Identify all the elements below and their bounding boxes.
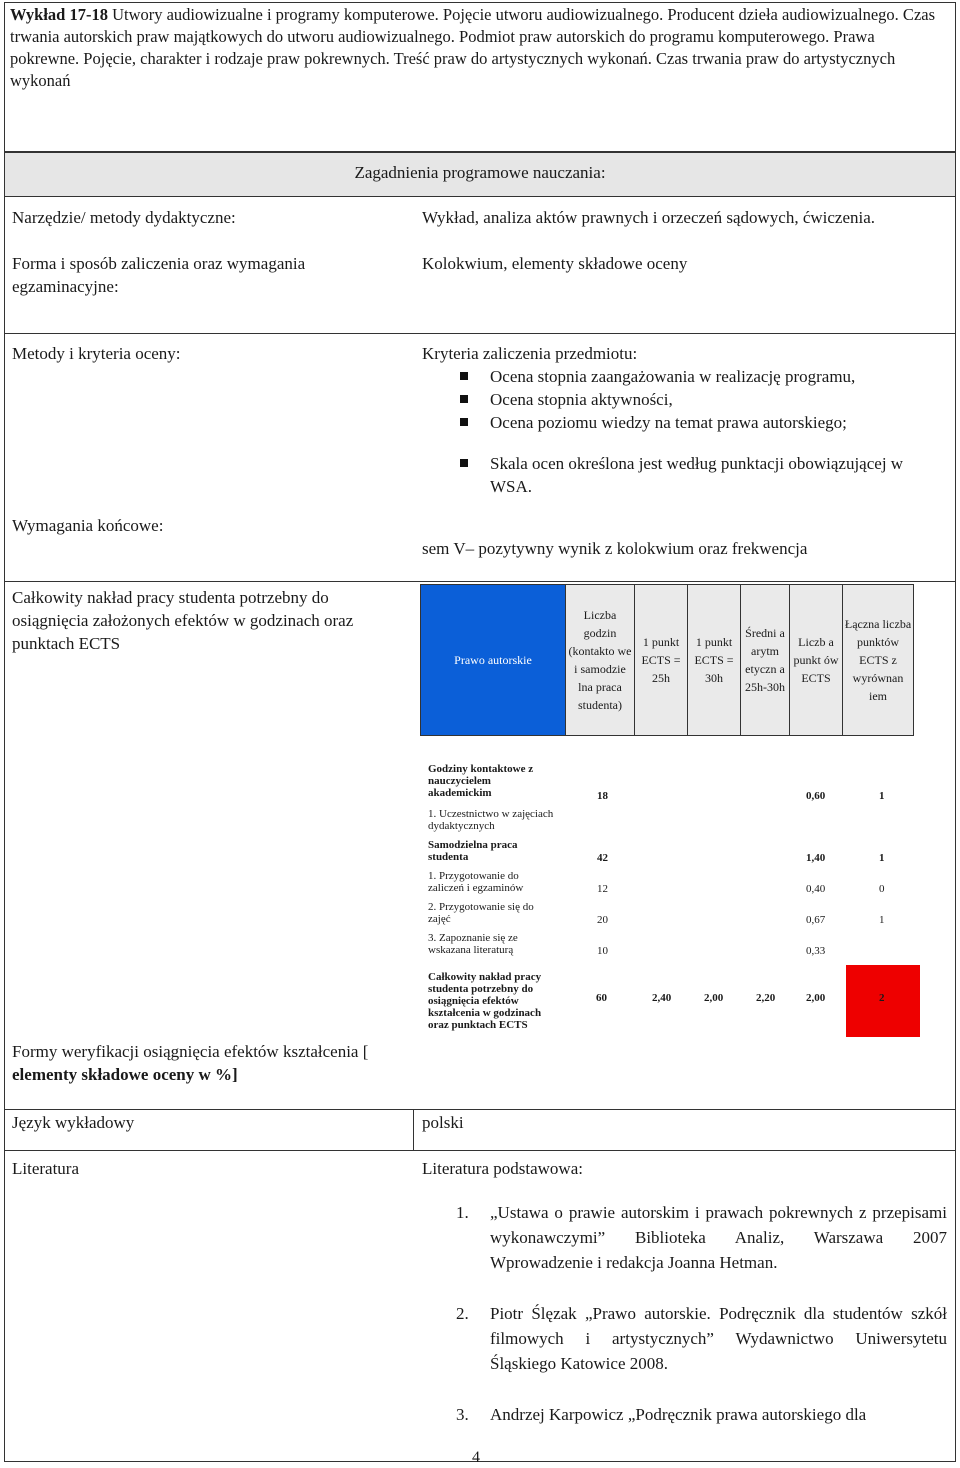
literature-text: Piotr Ślęzak „Prawo autorskie. Podręcznik dla studentów szkół filmowych i artystycznych” Wydawnictwo Uniwersytetu Śląskiego Katowice 2008. xyxy=(490,1304,947,1373)
ects-header-table xyxy=(420,584,914,736)
ects-total-label: Całkowity nakład pracy studenta potrzebny do osiągnięcia efektów kształcenia w godzinach oraz punktach ECTS xyxy=(428,971,542,1031)
literature-list xyxy=(422,1200,947,1453)
column-divider xyxy=(413,1109,414,1150)
ects-total-value: 2,20 xyxy=(756,992,776,1004)
ects-total-value: 2,00 xyxy=(806,992,826,1004)
language-value: polski xyxy=(422,1113,464,1132)
methods-label: Metody i kryteria oceny: xyxy=(12,344,181,363)
literature-title: Literatura podstawowa: xyxy=(422,1159,583,1178)
final-label: Wymagania końcowe: xyxy=(12,516,164,535)
verification-label-bold: elementy składowe oceny w %] xyxy=(12,1065,238,1084)
ects-row-total: 1 xyxy=(879,914,885,926)
literature-item xyxy=(422,1200,947,1275)
ects-row-hours: 18 xyxy=(597,790,608,802)
row-divider xyxy=(4,333,956,334)
ects-col-head: Liczba godzin (kontakto we i samodzie lna praca studenta) xyxy=(566,585,635,736)
criteria-block xyxy=(422,342,942,498)
literature-text: „Ustawa o prawie autorskim i prawach pokrewnych z przepisami wykonawczymi” Biblioteka Analiz, Warszawa 2007 Wprowadzenie i redakcja Joanna Hetman. xyxy=(490,1203,947,1272)
ects-total-value: 2 xyxy=(879,992,885,1004)
ects-row-avg: 1,40 xyxy=(806,852,826,864)
ects-row-avg: 0,67 xyxy=(806,914,826,926)
ects-col-head: Łączna liczba punktów ECTS z wyrównan iem xyxy=(843,585,914,736)
ects-total-value: 60 xyxy=(596,992,607,1004)
ects-row-label: 1. Przygotowanie do zaliczeń i egzaminów xyxy=(428,870,524,894)
literature-item xyxy=(422,1402,947,1427)
criteria-item: Ocena stopnia zaangażowania w realizację programu, xyxy=(422,365,942,388)
lecture-text: Utwory audiowizualne i programy komputerowe. Pojęcie utworu audiowizualnego. Producent dzieła audiowizualnego. Czas trwania autorskich praw majątkowych do utworu audiowizualnego. Podmiot praw autorskich do programu komputerowego. Prawa pokrewne. Pojęcie, charakter i rodzaje praw pokrewnych. Treść praw do artystycznych wykonań. Czas trwania praw do artystycznych wykonań xyxy=(10,5,936,90)
ects-row-avg: 0,33 xyxy=(806,945,826,957)
literature-item xyxy=(422,1301,947,1376)
ects-total-value: 2,00 xyxy=(704,992,724,1004)
literature-label: Literatura xyxy=(12,1159,80,1178)
subject-cell: Prawo autorskie xyxy=(421,585,566,736)
ects-row-total: 0 xyxy=(879,883,885,895)
ects-row-label: 2. Przygotowanie się do zajęć xyxy=(428,901,534,925)
row-divider xyxy=(4,1150,956,1151)
ects-row-hours: 20 xyxy=(597,914,608,926)
scale-item: Skala ocen określona jest według punktacji obowiązującej w WSA. xyxy=(422,452,922,498)
row-divider xyxy=(4,581,956,582)
lecture-label: Wykład 17-18 xyxy=(10,5,108,24)
scale-list xyxy=(422,452,922,498)
ects-col-head: Średni a arytm etyczn a 25h-30h xyxy=(741,585,790,736)
criteria-item: Ocena stopnia aktywności, xyxy=(422,388,942,411)
literature-text: Andrzej Karpowicz „Podręcznik prawa autorskiego dla xyxy=(490,1405,867,1424)
workload-label: Całkowity nakład pracy studenta potrzebny do osiągnięcia założonych efektów w godzinach oraz punktach ECTS xyxy=(12,588,354,653)
ects-row-label: Samodzielna praca studenta xyxy=(428,839,518,863)
criteria-item: Ocena poziomu wiedzy na temat prawa autorskiego; xyxy=(422,411,942,434)
tools-label: Narzędzie/ metody dydaktyczne: xyxy=(12,208,236,227)
tools-value: Wykład, analiza aktów prawnych i orzeczeń sądowych, ćwiczenia. xyxy=(422,208,876,227)
literature-num: 2. xyxy=(456,1304,469,1323)
ects-col-head: 1 punkt ECTS = 25h xyxy=(635,585,688,736)
ects-col-head: Liczb a punkt ów ECTS xyxy=(790,585,843,736)
verification-label xyxy=(12,1040,402,1086)
ects-row-avg: 0,60 xyxy=(806,790,826,802)
ects-col-head: 1 punkt ECTS = 30h xyxy=(688,585,741,736)
ects-total-value: 2,40 xyxy=(652,992,672,1004)
language-label: Język wykładowy xyxy=(12,1113,135,1132)
lecture-topics xyxy=(10,4,945,92)
literature-num: 1. xyxy=(456,1203,469,1222)
criteria-title: Kryteria zaliczenia przedmiotu: xyxy=(422,344,638,363)
ects-row-label: 3. Zapoznanie się ze wskazana literaturą xyxy=(428,932,518,956)
criteria-list xyxy=(422,365,942,434)
ects-row-total: 1 xyxy=(879,852,885,864)
exam-value: Kolokwium, elementy składowe oceny xyxy=(422,254,688,273)
ects-row-label: 1. Uczestnictwo w zajęciach dydaktycznych xyxy=(428,808,554,832)
page-number: 4 xyxy=(472,1449,480,1466)
ects-row-hours: 42 xyxy=(597,852,608,864)
ects-row-hours: 12 xyxy=(597,883,608,895)
literature-num: 3. xyxy=(456,1405,469,1424)
verification-label-plain: Formy weryfikacji osiągnięcia efektów kształcenia [ xyxy=(12,1042,369,1061)
ects-row-hours: 10 xyxy=(597,945,608,957)
row-divider xyxy=(4,1109,956,1110)
ects-row-label: Godziny kontaktowe z nauczycielem akademickim xyxy=(428,763,534,799)
row-divider xyxy=(4,1461,956,1462)
ects-row-avg: 0,40 xyxy=(806,883,826,895)
exam-label: Forma i sposób zaliczenia oraz wymagania egzaminacyjne: xyxy=(12,254,306,296)
ects-row-total: 1 xyxy=(879,790,885,802)
section-title: Zagadnienia programowe nauczania: xyxy=(4,152,956,197)
final-value: sem V– pozytywny wynik z kolokwium oraz frekwencja xyxy=(422,539,808,558)
